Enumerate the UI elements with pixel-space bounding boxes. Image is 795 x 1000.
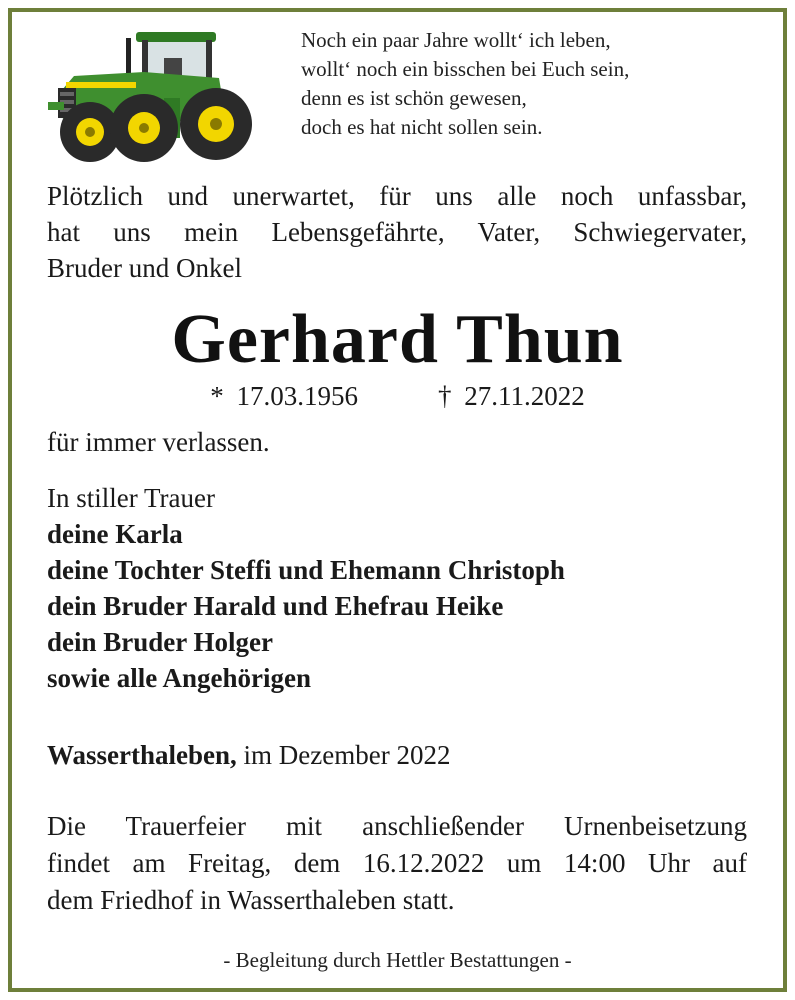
service-line: Die Trauerfeier mit anschließender Urnenbeisetzung [47,811,747,841]
mourner: deine Karla [47,519,183,549]
mourners-block [47,480,565,696]
mourner: sowie alle Angehörigen [47,663,311,693]
place-town: Wasserthaleben, [47,740,237,770]
deceased-name: Gerhard Thun [171,301,624,378]
mourning-heading: In stiller Trauer [47,483,215,513]
tractor-icon [44,28,254,166]
intro-line: Plötzlich und unerwartet, für uns alle noch unfassbar, [47,181,747,211]
farewell-text: für immer verlassen. [47,427,270,457]
birth-date: * 17.03.1956 [210,381,358,411]
intro-text [47,178,747,286]
death-date: † 27.11.2022 [438,381,585,411]
intro-line: Bruder und Onkel [47,253,242,283]
place-month: im Dezember 2022 [236,740,451,770]
poem-line: wollt‘ noch ein bisschen bei Euch sein, [301,57,630,81]
service-line: findet am Freitag, dem 16.12.2022 um 14:00 Uhr auf [47,848,747,878]
poem [301,26,629,142]
poem-line: doch es hat nicht sollen sein. [301,115,543,139]
service-info [47,808,747,919]
poem-line: denn es ist schön gewesen, [301,86,527,110]
mourner: dein Bruder Harald und Ehefrau Heike [47,591,504,621]
intro-line: hat uns mein Lebensgefährte, Vater, Schwiegervater, [47,217,747,247]
life-dates [0,378,795,414]
undertaker-credit: - Begleitung durch Hettler Bestattungen - [223,948,572,972]
mourner: dein Bruder Holger [47,627,273,657]
mourner: deine Tochter Steffi und Ehemann Christoph [47,555,565,585]
place-date [47,737,450,773]
service-line: dem Friedhof in Wasserthaleben statt. [47,885,455,915]
poem-line: Noch ein paar Jahre wollt‘ ich leben, [301,28,611,52]
